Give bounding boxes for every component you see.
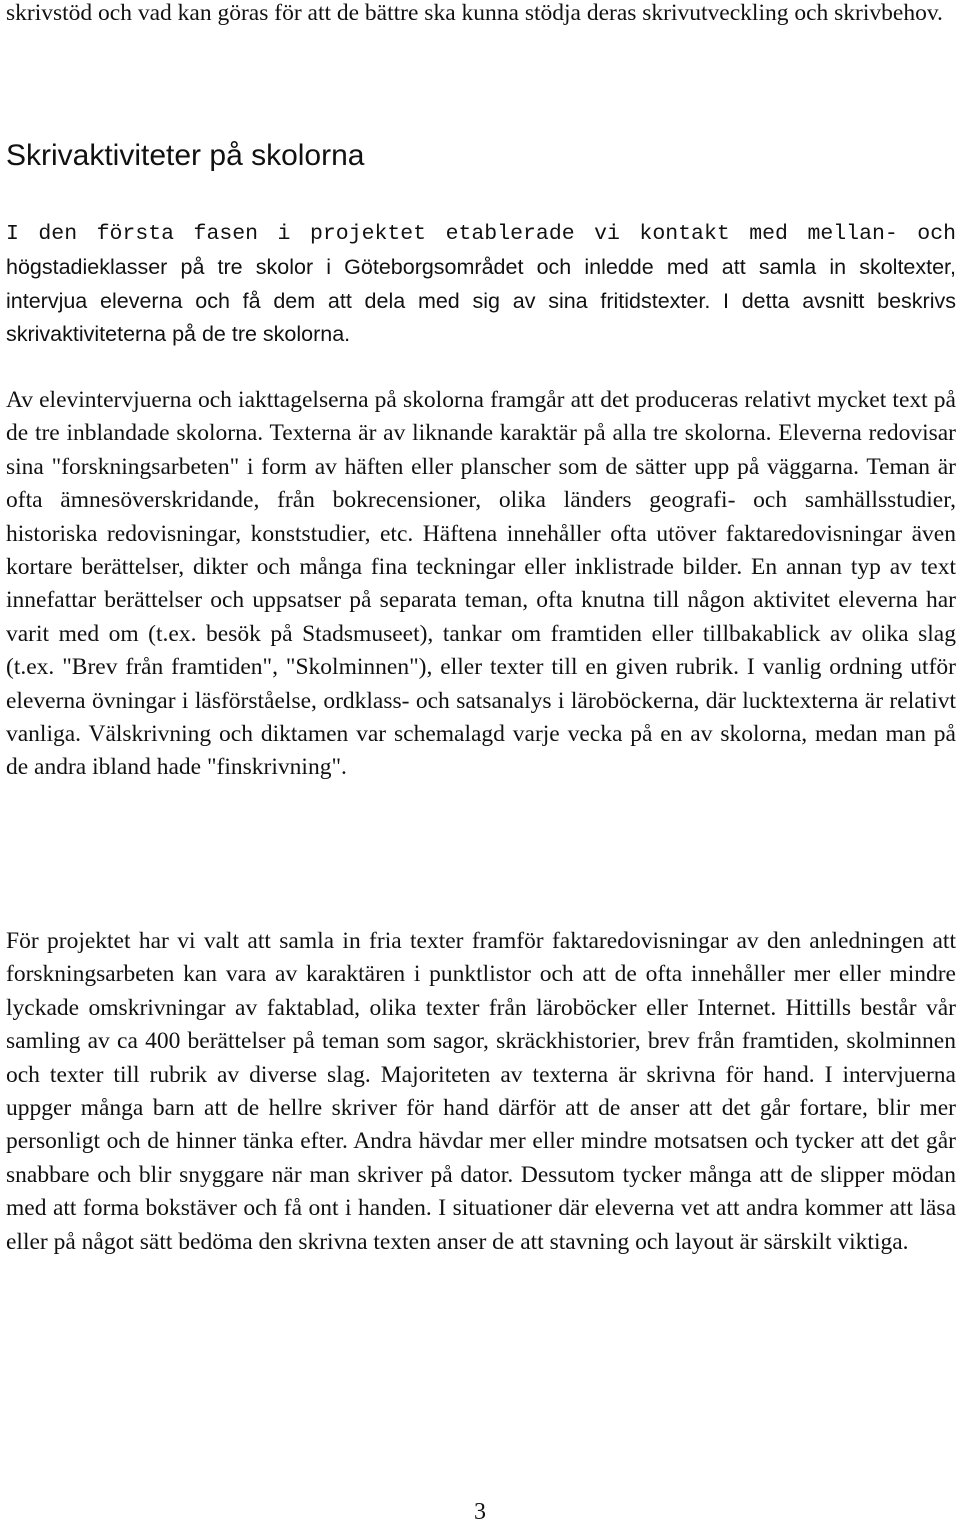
paragraph-school-activities: Av elevintervjuerna och iakttagelserna på skolorna framgår att det produceras relativt mycket text på de tre inblandade skolorna. Texterna är av liknande karaktär på alla tre skolorna. Eleverna redovisar sina "forskningsarbeten" i form av häften eller planscher som de sätter upp på väggarna. Teman är ofta ämnesöverskridande, från bokrecensioner, olika länders geografi- och samhällsstudier, historiska redovisningar, konststudier, etc. Häftena innehåller ofta utöver faktaredovisningar även kortare berättelser, dikter och många fina teckningar eller inklistrade bilder. En annan typ av text innefattar berättelser och uppsatser på separata teman, ofta knutna till någon aktivitet eleverna har varit med om (t.ex. besök på Stadsmuseet), tankar om framtiden eller tillbakablick av olika slag (t.ex. "Brev från framtiden", "Skolminnen"), eller texter till en given rubrik. I vanlig ordning utför eleverna övningar i läsförståelse, ordklass- och satsanalys i läroböckerna, där lucktexterna är relativt vanliga. Välskrivning och diktamen var schemalagd varje vecka på en av skolorna, medan man på de andra ibland hade "finskrivning".: [6, 387, 956, 781]
intro-paragraph-tail: I detta avsnitt beskrivs skrivaktiviteterna på de tre skolorna.: [6, 288, 956, 347]
intro-paragraph: [6, 216, 956, 352]
continued-paragraph: skrivstöd och vad kan göras för att de bättre ska kunna stödja deras skrivutveckling och skrivbehov.: [6, 0, 943, 26]
intro-paragraph-middle: högstadieklasser på tre skolor i Göteborgsområdet och inledde med att samla in skoltexter, intervjua eleverna och få dem att dela med sig av sina fritidstexter.: [6, 255, 956, 313]
paragraph-project-collection: För projektet har vi valt att samla in fria texter framför faktaredovisningar av den anledningen att forskningsarbeten kan vara av karaktären i punktlistor och att de ofta innehåller mer eller mindre lyckade omskrivningar av faktablad, olika texter från läroböcker eller Internet. Hittills består vår samling av ca 400 berättelser på teman som sagor, skräckhistorier, brev från framtiden, skolminnen och texter till rubrik av diverse slag. Majoriteten av texterna är skrivna för hand. I intervjuerna uppger många barn att de hellre skriver för hand därför att de anser att det går fortare, blir mer personligt och de hinner tänka efter. Andra hävdar mer eller mindre motsatsen och tycker att det går snabbare och blir snyggare när man skriver på dator. Dessutom tycker många att de slipper mödan med att forma bokstäver och få ont i handen. I situationer där eleverna vet att andra kommer att läsa eller på något sätt bedöma den skrivna texten anser de att stavning och layout är särskilt viktiga.: [6, 928, 956, 1255]
section-heading: Skrivaktiviteter på skolorna: [6, 139, 365, 172]
page-number: 3: [474, 1499, 486, 1525]
intro-paragraph-lead: I den första fasen i projektet etablerade vi kontakt med mellan- och: [6, 222, 956, 246]
